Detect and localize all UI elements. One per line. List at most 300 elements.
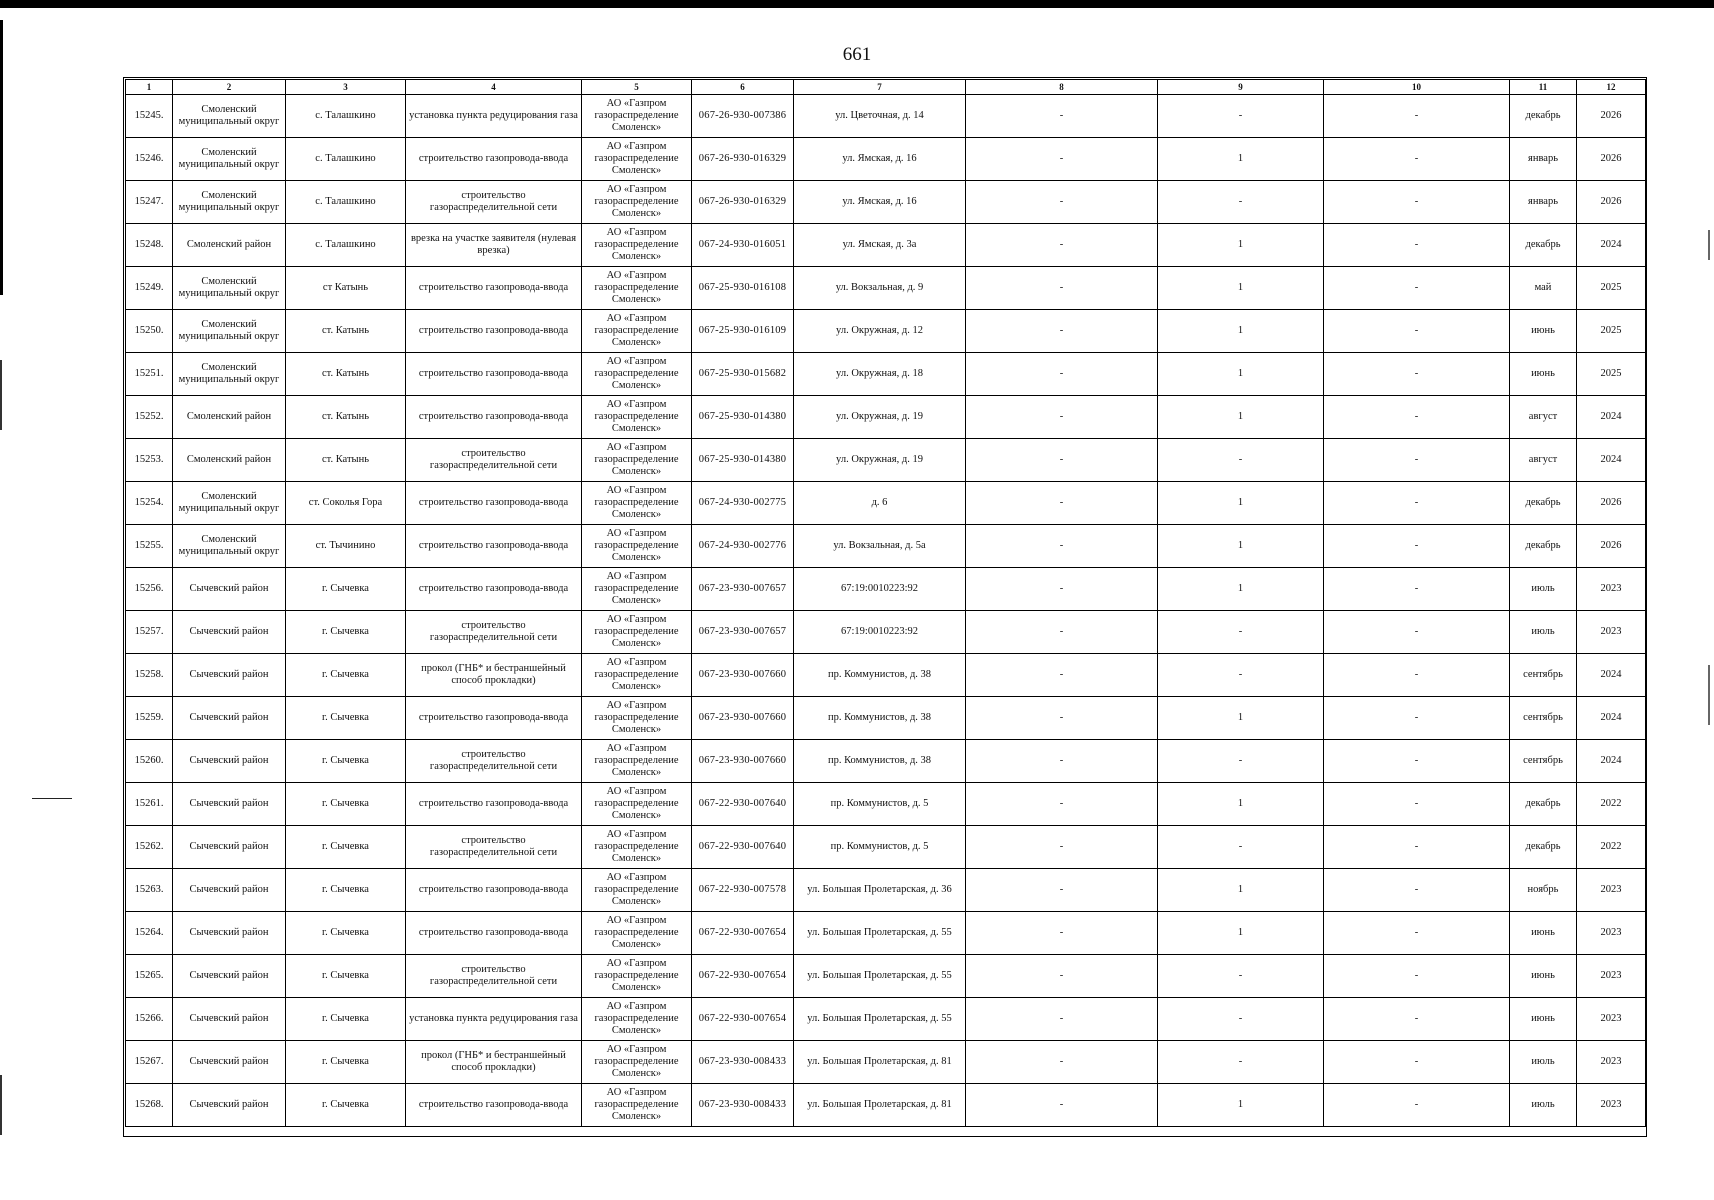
settlement-cell: г. Сычевка	[286, 955, 406, 998]
organization-cell: АО «Газпром газораспределение Смоленск»	[582, 697, 692, 740]
col-8-value-cell: -	[966, 654, 1158, 697]
table-row	[126, 224, 1646, 267]
col-8-value-cell: -	[966, 267, 1158, 310]
address-cell: ул. Вокзальная, д. 9	[794, 267, 966, 310]
column-header: 3	[286, 80, 406, 95]
scan-right-mark	[1708, 665, 1710, 725]
settlement-cell: с. Талашкино	[286, 224, 406, 267]
application-number-cell: 067-24-930-016051	[692, 224, 794, 267]
col-9-value-cell: -	[1158, 181, 1324, 224]
month-cell: сентябрь	[1510, 697, 1577, 740]
application-number-cell: 067-26-930-007386	[692, 95, 794, 138]
col-8-value-cell: -	[966, 310, 1158, 353]
col-9-value-cell: 1	[1158, 482, 1324, 525]
table-row	[126, 525, 1646, 568]
municipality-cell: Сычевский район	[173, 1084, 286, 1127]
settlement-cell: г. Сычевка	[286, 783, 406, 826]
organization-cell: АО «Газпром газораспределение Смоленск»	[582, 912, 692, 955]
col-9-value-cell: 1	[1158, 697, 1324, 740]
municipality-cell: Сычевский район	[173, 697, 286, 740]
table-row	[126, 740, 1646, 783]
col-10-value-cell: -	[1324, 1084, 1510, 1127]
year-cell: 2023	[1577, 1084, 1646, 1127]
application-number-cell: 067-26-930-016329	[692, 138, 794, 181]
organization-cell: АО «Газпром газораспределение Смоленск»	[582, 654, 692, 697]
address-cell: ул. Большая Пролетарская, д. 81	[794, 1041, 966, 1084]
table-row	[126, 826, 1646, 869]
month-cell: сентябрь	[1510, 654, 1577, 697]
col-9-value-cell: -	[1158, 654, 1324, 697]
col-10-value-cell: -	[1324, 396, 1510, 439]
month-cell: ноябрь	[1510, 869, 1577, 912]
address-cell: ул. Большая Пролетарская, д. 55	[794, 955, 966, 998]
settlement-cell: с. Талашкино	[286, 95, 406, 138]
year-cell: 2022	[1577, 826, 1646, 869]
row-number-cell: 15268.	[126, 1084, 173, 1127]
col-8-value-cell: -	[966, 525, 1158, 568]
address-cell: ул. Окружная, д. 19	[794, 396, 966, 439]
municipality-cell: Сычевский район	[173, 568, 286, 611]
col-8-value-cell: -	[966, 697, 1158, 740]
col-10-value-cell: -	[1324, 482, 1510, 525]
organization-cell: АО «Газпром газораспределение Смоленск»	[582, 224, 692, 267]
work-type-cell: строительство газопровода-ввода	[406, 310, 582, 353]
month-cell: июль	[1510, 568, 1577, 611]
row-number-cell: 15251.	[126, 353, 173, 396]
col-9-value-cell: -	[1158, 95, 1324, 138]
address-cell: 67:19:0010223:92	[794, 611, 966, 654]
municipality-cell: Сычевский район	[173, 912, 286, 955]
month-cell: июнь	[1510, 310, 1577, 353]
month-cell: май	[1510, 267, 1577, 310]
col-9-value-cell: 1	[1158, 267, 1324, 310]
row-number-cell: 15255.	[126, 525, 173, 568]
settlement-cell: г. Сычевка	[286, 869, 406, 912]
application-number-cell: 067-25-930-016108	[692, 267, 794, 310]
organization-cell: АО «Газпром газораспределение Смоленск»	[582, 482, 692, 525]
work-type-cell: строительство газопровода-ввода	[406, 869, 582, 912]
year-cell: 2025	[1577, 310, 1646, 353]
year-cell: 2025	[1577, 353, 1646, 396]
data-table	[125, 79, 1646, 1127]
column-header: 5	[582, 80, 692, 95]
application-number-cell: 067-22-930-007654	[692, 912, 794, 955]
col-8-value-cell: -	[966, 955, 1158, 998]
col-10-value-cell: -	[1324, 740, 1510, 783]
municipality-cell: Смоленский муниципальный округ	[173, 95, 286, 138]
application-number-cell: 067-24-930-002776	[692, 525, 794, 568]
organization-cell: АО «Газпром газораспределение Смоленск»	[582, 1084, 692, 1127]
row-number-cell: 15250.	[126, 310, 173, 353]
table-row	[126, 869, 1646, 912]
scan-right-mark	[1708, 230, 1710, 260]
row-number-cell: 15258.	[126, 654, 173, 697]
year-cell: 2023	[1577, 955, 1646, 998]
work-type-cell: установка пункта редуцирования газа	[406, 95, 582, 138]
month-cell: декабрь	[1510, 224, 1577, 267]
col-9-value-cell: -	[1158, 740, 1324, 783]
address-cell: ул. Большая Пролетарская, д. 55	[794, 998, 966, 1041]
settlement-cell: ст. Катынь	[286, 310, 406, 353]
application-number-cell: 067-25-930-014380	[692, 396, 794, 439]
month-cell: декабрь	[1510, 783, 1577, 826]
col-9-value-cell: 1	[1158, 353, 1324, 396]
organization-cell: АО «Газпром газораспределение Смоленск»	[582, 138, 692, 181]
address-cell: ул. Цветочная, д. 14	[794, 95, 966, 138]
year-cell: 2023	[1577, 912, 1646, 955]
year-cell: 2023	[1577, 998, 1646, 1041]
month-cell: июнь	[1510, 998, 1577, 1041]
col-10-value-cell: -	[1324, 138, 1510, 181]
col-8-value-cell: -	[966, 181, 1158, 224]
address-cell: ул. Большая Пролетарская, д. 36	[794, 869, 966, 912]
column-header: 4	[406, 80, 582, 95]
month-cell: декабрь	[1510, 482, 1577, 525]
col-9-value-cell: 1	[1158, 396, 1324, 439]
col-8-value-cell: -	[966, 611, 1158, 654]
application-number-cell: 067-23-930-007657	[692, 568, 794, 611]
scan-side-dash	[32, 798, 72, 799]
row-number-cell: 15252.	[126, 396, 173, 439]
settlement-cell: г. Сычевка	[286, 998, 406, 1041]
year-cell: 2024	[1577, 396, 1646, 439]
col-9-value-cell: -	[1158, 955, 1324, 998]
col-8-value-cell: -	[966, 783, 1158, 826]
settlement-cell: с. Талашкино	[286, 181, 406, 224]
organization-cell: АО «Газпром газораспределение Смоленск»	[582, 353, 692, 396]
application-number-cell: 067-24-930-002775	[692, 482, 794, 525]
table-row	[126, 310, 1646, 353]
organization-cell: АО «Газпром газораспределение Смоленск»	[582, 611, 692, 654]
organization-cell: АО «Газпром газораспределение Смоленск»	[582, 955, 692, 998]
settlement-cell: с. Талашкино	[286, 138, 406, 181]
column-header: 7	[794, 80, 966, 95]
work-type-cell: строительство газораспределительной сети	[406, 955, 582, 998]
col-9-value-cell: -	[1158, 826, 1324, 869]
municipality-cell: Сычевский район	[173, 783, 286, 826]
month-cell: июнь	[1510, 912, 1577, 955]
work-type-cell: прокол (ГНБ* и бестраншейный способ прокладки)	[406, 1041, 582, 1084]
table-row	[126, 654, 1646, 697]
organization-cell: АО «Газпром газораспределение Смоленск»	[582, 869, 692, 912]
year-cell: 2026	[1577, 181, 1646, 224]
work-type-cell: прокол (ГНБ* и бестраншейный способ прокладки)	[406, 654, 582, 697]
address-cell: ул. Окружная, д. 12	[794, 310, 966, 353]
month-cell: январь	[1510, 138, 1577, 181]
application-number-cell: 067-23-930-007660	[692, 740, 794, 783]
municipality-cell: Сычевский район	[173, 998, 286, 1041]
municipality-cell: Смоленский муниципальный округ	[173, 525, 286, 568]
col-8-value-cell: -	[966, 998, 1158, 1041]
application-number-cell: 067-22-930-007654	[692, 955, 794, 998]
col-8-value-cell: -	[966, 740, 1158, 783]
organization-cell: АО «Газпром газораспределение Смоленск»	[582, 95, 692, 138]
col-10-value-cell: -	[1324, 654, 1510, 697]
address-cell: ул. Большая Пролетарская, д. 81	[794, 1084, 966, 1127]
month-cell: июнь	[1510, 353, 1577, 396]
table-row	[126, 697, 1646, 740]
col-10-value-cell: -	[1324, 869, 1510, 912]
column-header: 12	[1577, 80, 1646, 95]
row-number-cell: 15257.	[126, 611, 173, 654]
row-number-cell: 15245.	[126, 95, 173, 138]
organization-cell: АО «Газпром газораспределение Смоленск»	[582, 1041, 692, 1084]
work-type-cell: строительство газопровода-ввода	[406, 568, 582, 611]
col-9-value-cell: 1	[1158, 138, 1324, 181]
col-10-value-cell: -	[1324, 998, 1510, 1041]
municipality-cell: Сычевский район	[173, 740, 286, 783]
address-cell: пр. Коммунистов, д. 5	[794, 783, 966, 826]
municipality-cell: Смоленский муниципальный округ	[173, 310, 286, 353]
year-cell: 2024	[1577, 654, 1646, 697]
month-cell: июнь	[1510, 955, 1577, 998]
municipality-cell: Смоленский муниципальный округ	[173, 267, 286, 310]
municipality-cell: Сычевский район	[173, 611, 286, 654]
col-10-value-cell: -	[1324, 181, 1510, 224]
year-cell: 2023	[1577, 611, 1646, 654]
col-10-value-cell: -	[1324, 568, 1510, 611]
row-number-cell: 15261.	[126, 783, 173, 826]
application-number-cell: 067-22-930-007654	[692, 998, 794, 1041]
col-9-value-cell: -	[1158, 439, 1324, 482]
col-9-value-cell: 1	[1158, 310, 1324, 353]
application-number-cell: 067-25-930-014380	[692, 439, 794, 482]
row-number-cell: 15247.	[126, 181, 173, 224]
municipality-cell: Смоленский муниципальный округ	[173, 482, 286, 525]
year-cell: 2023	[1577, 1041, 1646, 1084]
row-number-cell: 15264.	[126, 912, 173, 955]
organization-cell: АО «Газпром газораспределение Смоленск»	[582, 310, 692, 353]
col-10-value-cell: -	[1324, 310, 1510, 353]
col-8-value-cell: -	[966, 826, 1158, 869]
column-header: 8	[966, 80, 1158, 95]
col-9-value-cell: 1	[1158, 783, 1324, 826]
municipality-cell: Сычевский район	[173, 654, 286, 697]
month-cell: июль	[1510, 1084, 1577, 1127]
col-8-value-cell: -	[966, 912, 1158, 955]
row-number-cell: 15263.	[126, 869, 173, 912]
col-8-value-cell: -	[966, 95, 1158, 138]
work-type-cell: строительство газораспределительной сети	[406, 611, 582, 654]
table-row	[126, 1041, 1646, 1084]
table-row	[126, 439, 1646, 482]
row-number-cell: 15262.	[126, 826, 173, 869]
organization-cell: АО «Газпром газораспределение Смоленск»	[582, 783, 692, 826]
address-cell: пр. Коммунистов, д. 38	[794, 740, 966, 783]
work-type-cell: строительство газораспределительной сети	[406, 439, 582, 482]
organization-cell: АО «Газпром газораспределение Смоленск»	[582, 439, 692, 482]
address-cell: ул. Окружная, д. 18	[794, 353, 966, 396]
column-header: 11	[1510, 80, 1577, 95]
column-header: 2	[173, 80, 286, 95]
settlement-cell: ст Катынь	[286, 267, 406, 310]
table-row	[126, 998, 1646, 1041]
table-row	[126, 396, 1646, 439]
row-number-cell: 15254.	[126, 482, 173, 525]
settlement-cell: г. Сычевка	[286, 1084, 406, 1127]
municipality-cell: Смоленский район	[173, 396, 286, 439]
column-header: 10	[1324, 80, 1510, 95]
month-cell: декабрь	[1510, 826, 1577, 869]
settlement-cell: г. Сычевка	[286, 740, 406, 783]
work-type-cell: строительство газопровода-ввода	[406, 138, 582, 181]
col-9-value-cell: 1	[1158, 869, 1324, 912]
organization-cell: АО «Газпром газораспределение Смоленск»	[582, 568, 692, 611]
col-10-value-cell: -	[1324, 783, 1510, 826]
year-cell: 2024	[1577, 740, 1646, 783]
col-8-value-cell: -	[966, 396, 1158, 439]
work-type-cell: строительство газопровода-ввода	[406, 912, 582, 955]
municipality-cell: Сычевский район	[173, 826, 286, 869]
municipality-cell: Смоленский район	[173, 439, 286, 482]
work-type-cell: строительство газораспределительной сети	[406, 740, 582, 783]
year-cell: 2024	[1577, 697, 1646, 740]
work-type-cell: строительство газопровода-ввода	[406, 396, 582, 439]
column-header: 1	[126, 80, 173, 95]
work-type-cell: строительство газораспределительной сети	[406, 181, 582, 224]
year-cell: 2026	[1577, 525, 1646, 568]
year-cell: 2024	[1577, 224, 1646, 267]
year-cell: 2025	[1577, 267, 1646, 310]
col-10-value-cell: -	[1324, 955, 1510, 998]
work-type-cell: строительство газораспределительной сети	[406, 826, 582, 869]
organization-cell: АО «Газпром газораспределение Смоленск»	[582, 740, 692, 783]
month-cell: июль	[1510, 1041, 1577, 1084]
col-8-value-cell: -	[966, 138, 1158, 181]
organization-cell: АО «Газпром газораспределение Смоленск»	[582, 267, 692, 310]
year-cell: 2022	[1577, 783, 1646, 826]
table-row	[126, 568, 1646, 611]
settlement-cell: ст. Катынь	[286, 439, 406, 482]
year-cell: 2026	[1577, 138, 1646, 181]
col-9-value-cell: 1	[1158, 525, 1324, 568]
application-number-cell: 067-23-930-007657	[692, 611, 794, 654]
table-row	[126, 95, 1646, 138]
row-number-cell: 15256.	[126, 568, 173, 611]
col-9-value-cell: 1	[1158, 568, 1324, 611]
address-cell: ул. Вокзальная, д. 5а	[794, 525, 966, 568]
address-cell: пр. Коммунистов, д. 38	[794, 697, 966, 740]
address-cell: ул. Большая Пролетарская, д. 55	[794, 912, 966, 955]
col-9-value-cell: -	[1158, 1041, 1324, 1084]
col-8-value-cell: -	[966, 439, 1158, 482]
col-10-value-cell: -	[1324, 267, 1510, 310]
table-row	[126, 912, 1646, 955]
address-cell: ул. Ямская, д. 16	[794, 181, 966, 224]
municipality-cell: Смоленский муниципальный округ	[173, 181, 286, 224]
organization-cell: АО «Газпром газораспределение Смоленск»	[582, 525, 692, 568]
col-9-value-cell: -	[1158, 998, 1324, 1041]
col-10-value-cell: -	[1324, 1041, 1510, 1084]
page-number: 661	[842, 44, 872, 65]
col-8-value-cell: -	[966, 568, 1158, 611]
settlement-cell: ст. Соколья Гора	[286, 482, 406, 525]
col-10-value-cell: -	[1324, 826, 1510, 869]
row-number-cell: 15253.	[126, 439, 173, 482]
address-cell: ул. Ямская, д. 3а	[794, 224, 966, 267]
table-row	[126, 353, 1646, 396]
row-number-cell: 15260.	[126, 740, 173, 783]
table-row	[126, 267, 1646, 310]
municipality-cell: Сычевский район	[173, 1041, 286, 1084]
col-10-value-cell: -	[1324, 697, 1510, 740]
col-10-value-cell: -	[1324, 611, 1510, 654]
scan-top-border	[0, 0, 1714, 8]
col-8-value-cell: -	[966, 869, 1158, 912]
application-number-cell: 067-26-930-016329	[692, 181, 794, 224]
municipality-cell: Смоленский муниципальный округ	[173, 138, 286, 181]
row-number-cell: 15259.	[126, 697, 173, 740]
address-cell: ул. Окружная, д. 19	[794, 439, 966, 482]
table-row	[126, 181, 1646, 224]
organization-cell: АО «Газпром газораспределение Смоленск»	[582, 826, 692, 869]
settlement-cell: ст. Тычинино	[286, 525, 406, 568]
col-8-value-cell: -	[966, 224, 1158, 267]
table-row	[126, 783, 1646, 826]
col-10-value-cell: -	[1324, 912, 1510, 955]
municipality-cell: Смоленский муниципальный округ	[173, 353, 286, 396]
address-cell: д. 6	[794, 482, 966, 525]
work-type-cell: строительство газопровода-ввода	[406, 697, 582, 740]
year-cell: 2023	[1577, 869, 1646, 912]
settlement-cell: ст. Катынь	[286, 396, 406, 439]
col-10-value-cell: -	[1324, 439, 1510, 482]
application-number-cell: 067-22-930-007640	[692, 826, 794, 869]
col-9-value-cell: 1	[1158, 912, 1324, 955]
scan-left-mark	[0, 360, 2, 430]
month-cell: август	[1510, 439, 1577, 482]
settlement-cell: г. Сычевка	[286, 654, 406, 697]
settlement-cell: г. Сычевка	[286, 826, 406, 869]
municipality-cell: Сычевский район	[173, 955, 286, 998]
address-cell: 67:19:0010223:92	[794, 568, 966, 611]
settlement-cell: г. Сычевка	[286, 697, 406, 740]
month-cell: август	[1510, 396, 1577, 439]
col-8-value-cell: -	[966, 1041, 1158, 1084]
work-type-cell: строительство газопровода-ввода	[406, 783, 582, 826]
row-number-cell: 15246.	[126, 138, 173, 181]
column-header: 6	[692, 80, 794, 95]
address-cell: пр. Коммунистов, д. 5	[794, 826, 966, 869]
month-cell: январь	[1510, 181, 1577, 224]
col-8-value-cell: -	[966, 482, 1158, 525]
col-10-value-cell: -	[1324, 353, 1510, 396]
settlement-cell: г. Сычевка	[286, 568, 406, 611]
work-type-cell: установка пункта редуцирования газа	[406, 998, 582, 1041]
application-number-cell: 067-22-930-007640	[692, 783, 794, 826]
organization-cell: АО «Газпром газораспределение Смоленск»	[582, 396, 692, 439]
work-type-cell: строительство газопровода-ввода	[406, 482, 582, 525]
col-9-value-cell: 1	[1158, 1084, 1324, 1127]
table-row	[126, 482, 1646, 525]
row-number-cell: 15266.	[126, 998, 173, 1041]
scan-left-mark	[0, 1075, 2, 1135]
column-header: 9	[1158, 80, 1324, 95]
work-type-cell: врезка на участке заявителя (нулевая врезка)	[406, 224, 582, 267]
year-cell: 2023	[1577, 568, 1646, 611]
year-cell: 2026	[1577, 95, 1646, 138]
col-10-value-cell: -	[1324, 525, 1510, 568]
table-row	[126, 955, 1646, 998]
application-number-cell: 067-22-930-007578	[692, 869, 794, 912]
address-cell: пр. Коммунистов, д. 38	[794, 654, 966, 697]
application-number-cell: 067-23-930-007660	[692, 654, 794, 697]
application-number-cell: 067-23-930-007660	[692, 697, 794, 740]
row-number-cell: 15249.	[126, 267, 173, 310]
month-cell: июль	[1510, 611, 1577, 654]
col-10-value-cell: -	[1324, 224, 1510, 267]
table-row	[126, 611, 1646, 654]
